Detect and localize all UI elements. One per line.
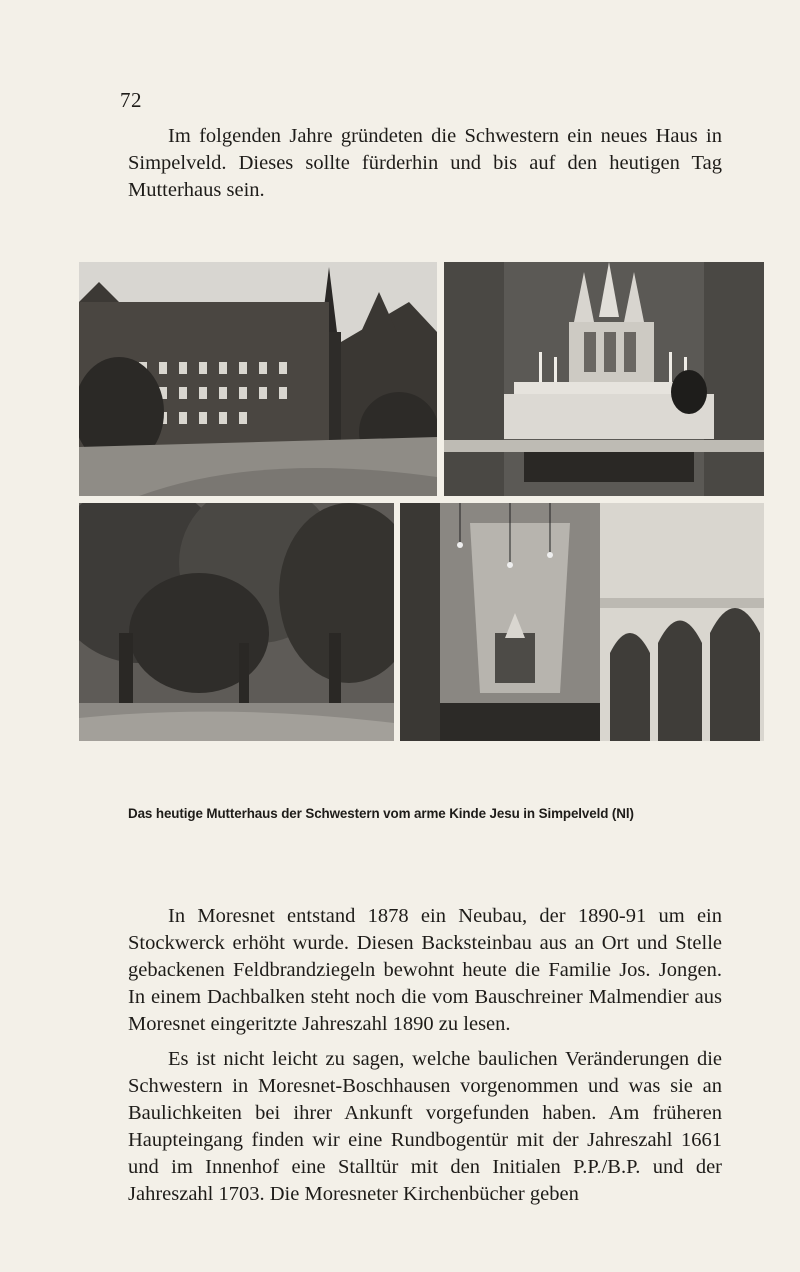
paragraph-1: Im folgenden Jahre gründeten die Schwestern ein neues Haus in Simpelveld. Dieses sollte fürderhin und bis auf den heutigen Tag Mutterhaus sein. xyxy=(128,125,722,201)
photo-altar xyxy=(444,262,764,496)
figure-caption: Das heutige Mutterhaus der Schwestern vom arme Kinde Jesu in Simpelveld (Nl) xyxy=(128,806,634,821)
photo-park-trees xyxy=(79,503,394,741)
paragraph-2: In Moresnet entstand 1878 ein Neubau, der 1890-91 um ein Stockwerck erhöht wurde. Diesen Backsteinbau aus an Ort und Stelle gebackenen Feldbrandziegeln bewohnt heute die Familie Jos. Jongen. In einem Dachbalken steht noch die vom Bauschreiner Malmendier aus Moresnet eingeritzte Jahreszahl 1890 zu lesen. xyxy=(128,905,722,1035)
photo-convent-exterior xyxy=(79,262,437,496)
page-number: 72 xyxy=(120,88,142,112)
paragraph-3: Es ist nicht leicht zu sagen, welche baulichen Veränderungen die Schwestern in Moresnet-Boschhausen vorgenommen und was sie an Baulichkeiten bei ihrer Ankunft vorgefunden haben. Am früheren Haupteingang finden wir eine Rundbogentür mit der Jahreszahl 1661 und im Innenhof eine Stalltür mit den Initialen P.P./B.P. und der Jahreszahl 1703. Die Moresneter Kirchenbücher geben xyxy=(128,1048,722,1205)
photo-church-interior xyxy=(400,503,764,741)
